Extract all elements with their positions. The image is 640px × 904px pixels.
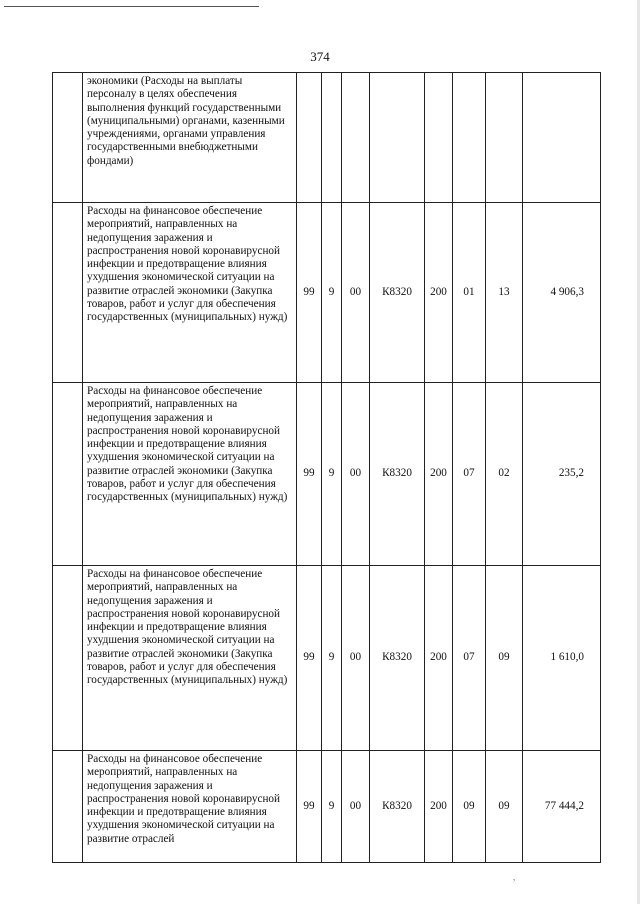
scan-speck: , bbox=[513, 872, 516, 882]
direction-code-cell bbox=[370, 73, 425, 203]
activity-code-cell: 00 bbox=[342, 751, 370, 863]
program-code-cell: 99 bbox=[297, 383, 322, 566]
subsection-code-cell bbox=[486, 73, 523, 203]
row-number-cell bbox=[53, 203, 83, 383]
program-code-cell: 99 bbox=[297, 566, 322, 751]
program-code-cell bbox=[297, 73, 322, 203]
subprogram-code-cell: 9 bbox=[322, 203, 342, 383]
row-number-cell bbox=[53, 383, 83, 566]
section-code-cell: 07 bbox=[453, 383, 486, 566]
amount-cell: 77 444,2 bbox=[523, 751, 601, 863]
direction-code-cell: К8320 bbox=[370, 203, 425, 383]
section-code-cell bbox=[453, 73, 486, 203]
direction-code-cell: К8320 bbox=[370, 751, 425, 863]
direction-code-cell: К8320 bbox=[370, 383, 425, 566]
table-row bbox=[53, 751, 601, 863]
activity-code-cell: 00 bbox=[342, 203, 370, 383]
program-code-cell: 99 bbox=[297, 203, 322, 383]
description-cell: Расходы на финансовое обеспечение мероприятий, направленных на недопущения заражения и распространения новой коронавирусной инфекции и предотвращение влияния ухудшения экономической ситуации на развитие отраслей экономики (Закупка товаров, работ и услуг для обеспечения государственных (муниципальных) нужд) bbox=[83, 383, 297, 566]
subsection-code-cell: 09 bbox=[486, 566, 523, 751]
row-number-cell bbox=[53, 566, 83, 751]
program-code-cell: 99 bbox=[297, 751, 322, 863]
subsection-code-cell: 13 bbox=[486, 203, 523, 383]
subprogram-code-cell: 9 bbox=[322, 566, 342, 751]
table-row bbox=[53, 566, 601, 751]
activity-code-cell bbox=[342, 73, 370, 203]
description-cell: Расходы на финансовое обеспечение мероприятий, направленных на недопущения заражения и распространения новой коронавирусной инфекции и предотвращение влияния ухудшения экономической ситуации на развитие отраслей экономики (Закупка товаров, работ и услуг для обеспечения государственных (муниципальных) нужд) bbox=[83, 203, 297, 383]
amount-cell: 4 906,3 bbox=[523, 203, 601, 383]
expense-type-cell: 200 bbox=[425, 751, 453, 863]
subsection-code-cell: 09 bbox=[486, 751, 523, 863]
subprogram-code-cell bbox=[322, 73, 342, 203]
expense-type-cell: 200 bbox=[425, 566, 453, 751]
expense-type-cell bbox=[425, 73, 453, 203]
subsection-code-cell: 02 bbox=[486, 383, 523, 566]
description-cell: Расходы на финансовое обеспечение мероприятий, направленных на недопущения заражения и распространения новой коронавирусной инфекции и предотвращение влияния ухудшения экономической ситуации на развитие отраслей bbox=[83, 751, 297, 863]
activity-code-cell: 00 bbox=[342, 566, 370, 751]
expense-type-cell: 200 bbox=[425, 203, 453, 383]
table-row bbox=[53, 383, 601, 566]
row-number-cell bbox=[53, 751, 83, 863]
amount-cell bbox=[523, 73, 601, 203]
page-number: 374 bbox=[310, 49, 330, 64]
amount-cell: 235,2 bbox=[523, 383, 601, 566]
scan-top-edge bbox=[4, 6, 259, 7]
expense-type-cell: 200 bbox=[425, 383, 453, 566]
description-cell: Расходы на финансовое обеспечение мероприятий, направленных на недопущения заражения и распространения новой коронавирусной инфекции и предотвращение влияния ухудшения экономической ситуации на развитие отраслей экономики (Закупка товаров, работ и услуг для обеспечения государственных (муниципальных) нужд) bbox=[83, 566, 297, 751]
section-code-cell: 07 bbox=[453, 566, 486, 751]
section-code-cell: 09 bbox=[453, 751, 486, 863]
description-cell: экономики (Расходы на выплаты персоналу в целях обеспечения выполнения функций государственными (муниципальными) органами, казенными учреждениями, органами управления государственными внебюджетными фондами) bbox=[83, 73, 297, 203]
budget-table bbox=[52, 72, 601, 863]
subprogram-code-cell: 9 bbox=[322, 383, 342, 566]
section-code-cell: 01 bbox=[453, 203, 486, 383]
amount-cell: 1 610,0 bbox=[523, 566, 601, 751]
table-row bbox=[53, 73, 601, 203]
activity-code-cell: 00 bbox=[342, 383, 370, 566]
table-row bbox=[53, 203, 601, 383]
row-number-cell bbox=[53, 73, 83, 203]
direction-code-cell: К8320 bbox=[370, 566, 425, 751]
subprogram-code-cell: 9 bbox=[322, 751, 342, 863]
